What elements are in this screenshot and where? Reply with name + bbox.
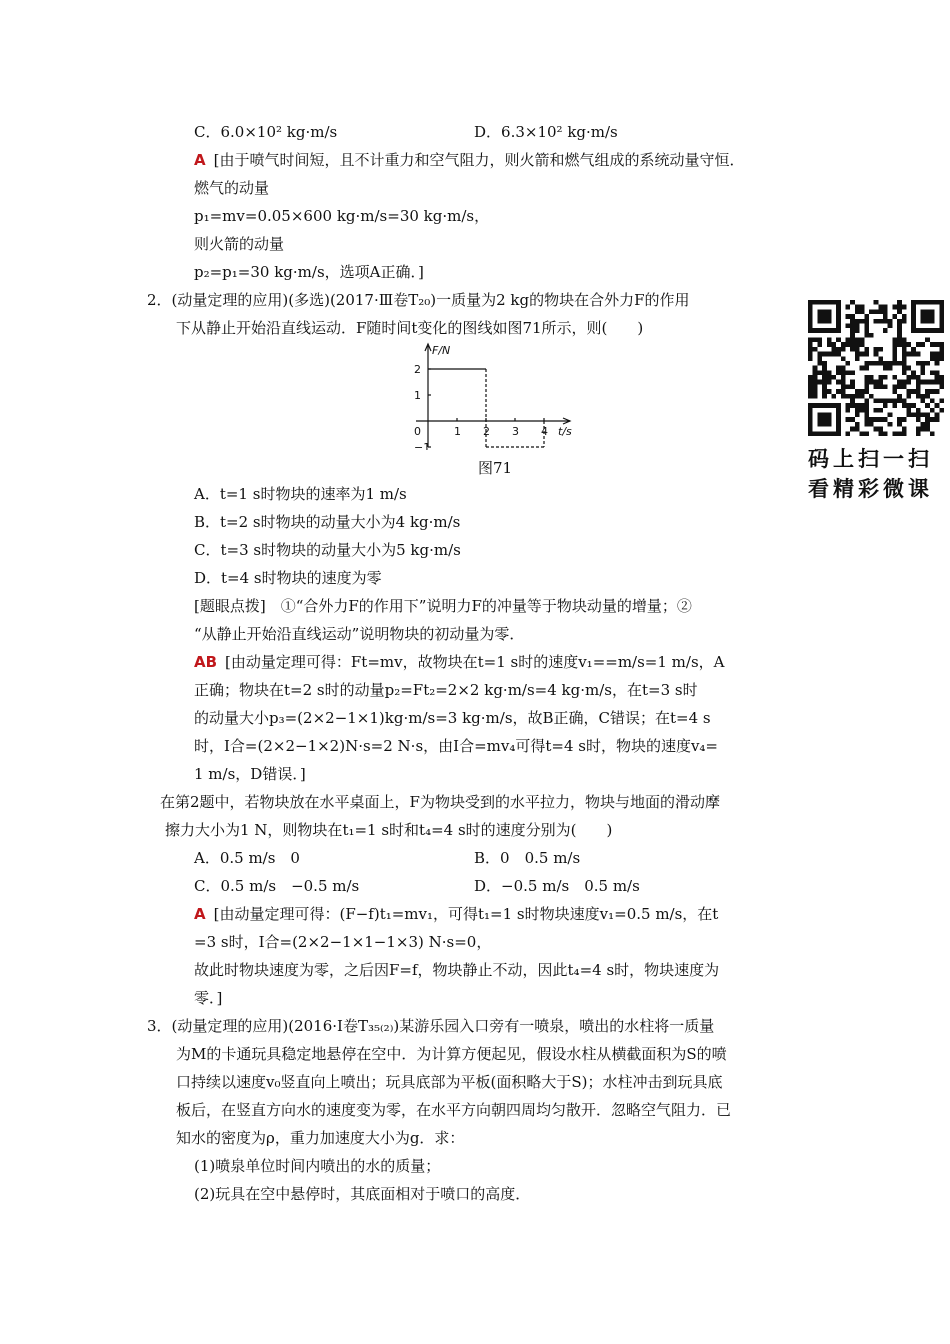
x-tick-label: 3 <box>512 425 519 438</box>
q3-stem-line-4: 板后，在竖直方向水的速度变为零，在水平方向朝四周均匀散开．忽略空气阻力．已 <box>176 1101 732 1119</box>
qr-caption-line-1: 码上扫一扫 <box>808 447 933 471</box>
ext-answer-line <box>194 903 718 925</box>
q3-subquestion-1: (1)喷泉单位时间内喷出的水的质量； <box>194 1157 441 1175</box>
q1-answer-line-5: p₂=p₁=30 kg·m/s，选项A正确．] <box>194 263 424 281</box>
q1-option-d: D．6.3×10² kg·m/s <box>474 123 618 141</box>
q2-tip-line-2: “从静止开始沿直线运动”说明物块的初动量为零． <box>194 625 525 643</box>
q3-stem-line-2: 为M的卡通玩具稳定地悬停在空中．为计算方便起见，假设水柱从横截面积为S的喷 <box>176 1045 727 1063</box>
qr-caption-line-2: 看精彩微课 <box>808 477 933 501</box>
x-tick-label: 1 <box>454 425 461 438</box>
q2-answer-line-5: 1 m/s，D错误．] <box>194 765 306 783</box>
q2-answer-letter: AB <box>194 653 218 671</box>
q1-answer-line-4: 则火箭的动量 <box>194 235 285 253</box>
q2-answer-line-2: 正确；物块在t=2 s时的动量p₂=Ft₂=2×2 kg·m/s=4 kg·m/s，在t=3 s时 <box>194 681 698 699</box>
ext-answer-line-2: =3 s时，I合=(2×2−1×1−1×3) N·s=0， <box>194 933 492 951</box>
ext-answer-text: [由动量定理可得：(F−f)t₁=mv₁，可得t₁=1 s时物块速度v₁=0.5 m/s，在t <box>213 905 719 923</box>
y-axis-label: F/N <box>432 344 451 357</box>
q3-stem-line-1: 3．(动量定理的应用)(2016·Ⅰ卷T₃₅₍₂₎)某游乐园入口旁有一喷泉，喷出的水柱将一质量 <box>147 1017 715 1035</box>
ext-stem-line-2: 擦力大小为1 N，则物块在t₁=1 s时和t₄=4 s时的速度分别为( ) <box>165 821 613 839</box>
force-time-graph <box>412 340 582 450</box>
y-tick-label: 2 <box>414 363 421 376</box>
q1-answer-text: [由于喷气时间短，且不计重力和空气阻力，则火箭和燃气组成的系统动量守恒． <box>213 151 745 169</box>
ext-answer-letter: A <box>194 905 206 923</box>
q2-option-d: D．t=4 s时物块的速度为零 <box>194 569 382 587</box>
q1-option-c: C．6.0×10² kg·m/s <box>194 123 338 141</box>
q2-answer-line-4: 时，I合=(2×2−1×2)N·s=2 N·s，由I合=mv₄可得t=4 s时，物块的速度v₄= <box>194 737 719 755</box>
x-tick-label: 2 <box>483 425 490 438</box>
q2-answer-line-3: 的动量大小p₃=(2×2−1×1)kg·m/s=3 kg·m/s，故B正确，C错误；在t=4 s <box>194 709 711 727</box>
q2-option-b: B．t=2 s时物块的动量大小为4 kg·m/s <box>194 513 461 531</box>
q3-subquestion-2: (2)玩具在空中悬停时，其底面相对于喷口的高度． <box>194 1185 531 1203</box>
q2-stem-line-2: 下从静止开始沿直线运动．F随时间t变化的图线如图71所示，则( ) <box>176 319 644 337</box>
q2-tip-line-1: [题眼点拨] ①“合外力F的作用下”说明力F的冲量等于物块动量的增量；② <box>194 597 692 615</box>
ext-answer-line-3: 故此时物块速度为零，之后因F=f，物块静止不动，因此t₄=4 s时，物块速度为 <box>194 961 720 979</box>
ext-option-a: A．0.5 m/s 0 <box>194 849 300 867</box>
y-tick-label: 0 <box>414 425 421 438</box>
ext-stem-line-1: 在第2题中，若物块放在水平桌面上，F为物块受到的水平拉力，物块与地面的滑动摩 <box>160 793 720 811</box>
q1-answer-line-2: 燃气的动量 <box>194 179 270 197</box>
q1-answer-line <box>194 149 744 171</box>
q2-option-a: A．t=1 s时物块的速率为1 m/s <box>194 485 407 503</box>
x-axis-label: t/s <box>558 425 572 438</box>
q3-stem-line-5: 知水的密度为ρ，重力加速度大小为g．求： <box>176 1129 465 1147</box>
q2-stem-line-1: 2．(动量定理的应用)(多选)(2017·Ⅲ卷T₂₀)一质量为2 kg的物块在合外力F的作用 <box>147 291 690 309</box>
q1-answer-letter: A <box>194 151 206 169</box>
ext-option-b: B．0 0.5 m/s <box>474 849 581 867</box>
x-tick-label: 4 <box>541 425 548 438</box>
q2-answer-text: [由动量定理可得：Ft=mv，故物块在t=1 s时的速度v₁==m/s=1 m/s，A <box>225 653 725 671</box>
q3-stem-line-3: 口持续以速度v₀竖直向上喷出；玩具底部为平板(面积略大于S)；水柱冲击到玩具底 <box>176 1073 723 1091</box>
qr-code[interactable] <box>808 300 944 436</box>
ext-answer-line-4: 零．] <box>194 989 223 1007</box>
ext-option-c: C．0.5 m/s −0.5 m/s <box>194 877 360 895</box>
q1-answer-line-3: p₁=mv=0.05×600 kg·m/s=30 kg·m/s， <box>194 207 490 225</box>
q2-option-c: C．t=3 s时物块的动量大小为5 kg·m/s <box>194 541 461 559</box>
figure-caption: 图71 <box>478 459 513 477</box>
ext-option-d: D．−0.5 m/s 0.5 m/s <box>474 877 640 895</box>
y-tick-label: −1 <box>414 441 431 450</box>
y-tick-label: 1 <box>414 389 421 402</box>
q2-answer-line <box>194 651 725 673</box>
